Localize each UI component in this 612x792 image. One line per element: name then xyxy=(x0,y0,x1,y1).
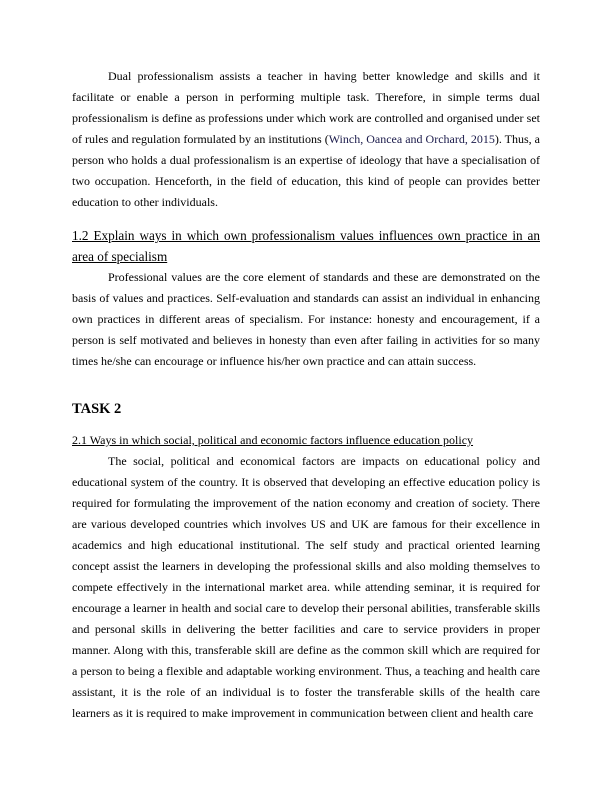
paragraph-education-policy: The social, political and economical factors are impacts on educational policy and educational system of the country. It is observed that developing an effective education policy is required for formulating the improvement of the nation economy and creation of society. There are various developed countries which involves US and UK are famous for their excellence in academics and high educational institutional. The self study and practical oriented learning concept assist the learners in developing the professional skills and also molding themselves to compete effectively in the international market area. while attending seminar, it is required for encourage a learner in health and social care to develop their personal abilities, transferable skills and personal skills in delivering the better facilities and care to service providers in proper manner. Along with this, transferable skill are define as the common skill which are required for a person to being a flexible and adaptable working environment. Thus, a teaching and health care assistant, it is the role of an individual is to foster the transferable skills of the health care learners as it is required to make improvement in communication between client and health care xyxy=(72,454,540,720)
document-page xyxy=(72,66,540,724)
task-heading: TASK 2 xyxy=(72,401,122,417)
section-heading-2-1: 2.1 Ways in which social, political and economic factors influence education policy xyxy=(72,433,474,447)
paragraph-professional-values: Professional values are the core element of standards and these are demonstrated on the basis of values and practices. Self-evaluation and standards can assist an individual in enhancing own practices in different areas of specialism. For instance: honesty and encouragement, if a person is self motivated and believes in honesty than even after failing in activities for so many times he/she can encourage or influence his/her own practice and can attain success. xyxy=(72,270,540,368)
citation: Winch, Oancea and Orchard, 2015 xyxy=(328,132,495,146)
section-heading-1-2: 1.2 Explain ways in which own professionalism values influences own practice in an area of specialism xyxy=(72,228,540,264)
paragraph-text: ). Thus, a person who holds a dual professionalism is an expertise of ideology that have a specialisation of two occupation. Henceforth, in the field of education, this kind of people can provides better education to other individuals. xyxy=(72,132,540,209)
paragraph-dual-professionalism xyxy=(72,66,540,213)
paragraph-text: Dual professionalism assists a teacher in having better knowledge and skills and it facilitate or enable a person in performing multiple task. Therefore, in simple terms dual professionalism is define as professions under which work are controlled and organised under set of rules and regulation formulated by an institutions ( xyxy=(72,69,540,146)
